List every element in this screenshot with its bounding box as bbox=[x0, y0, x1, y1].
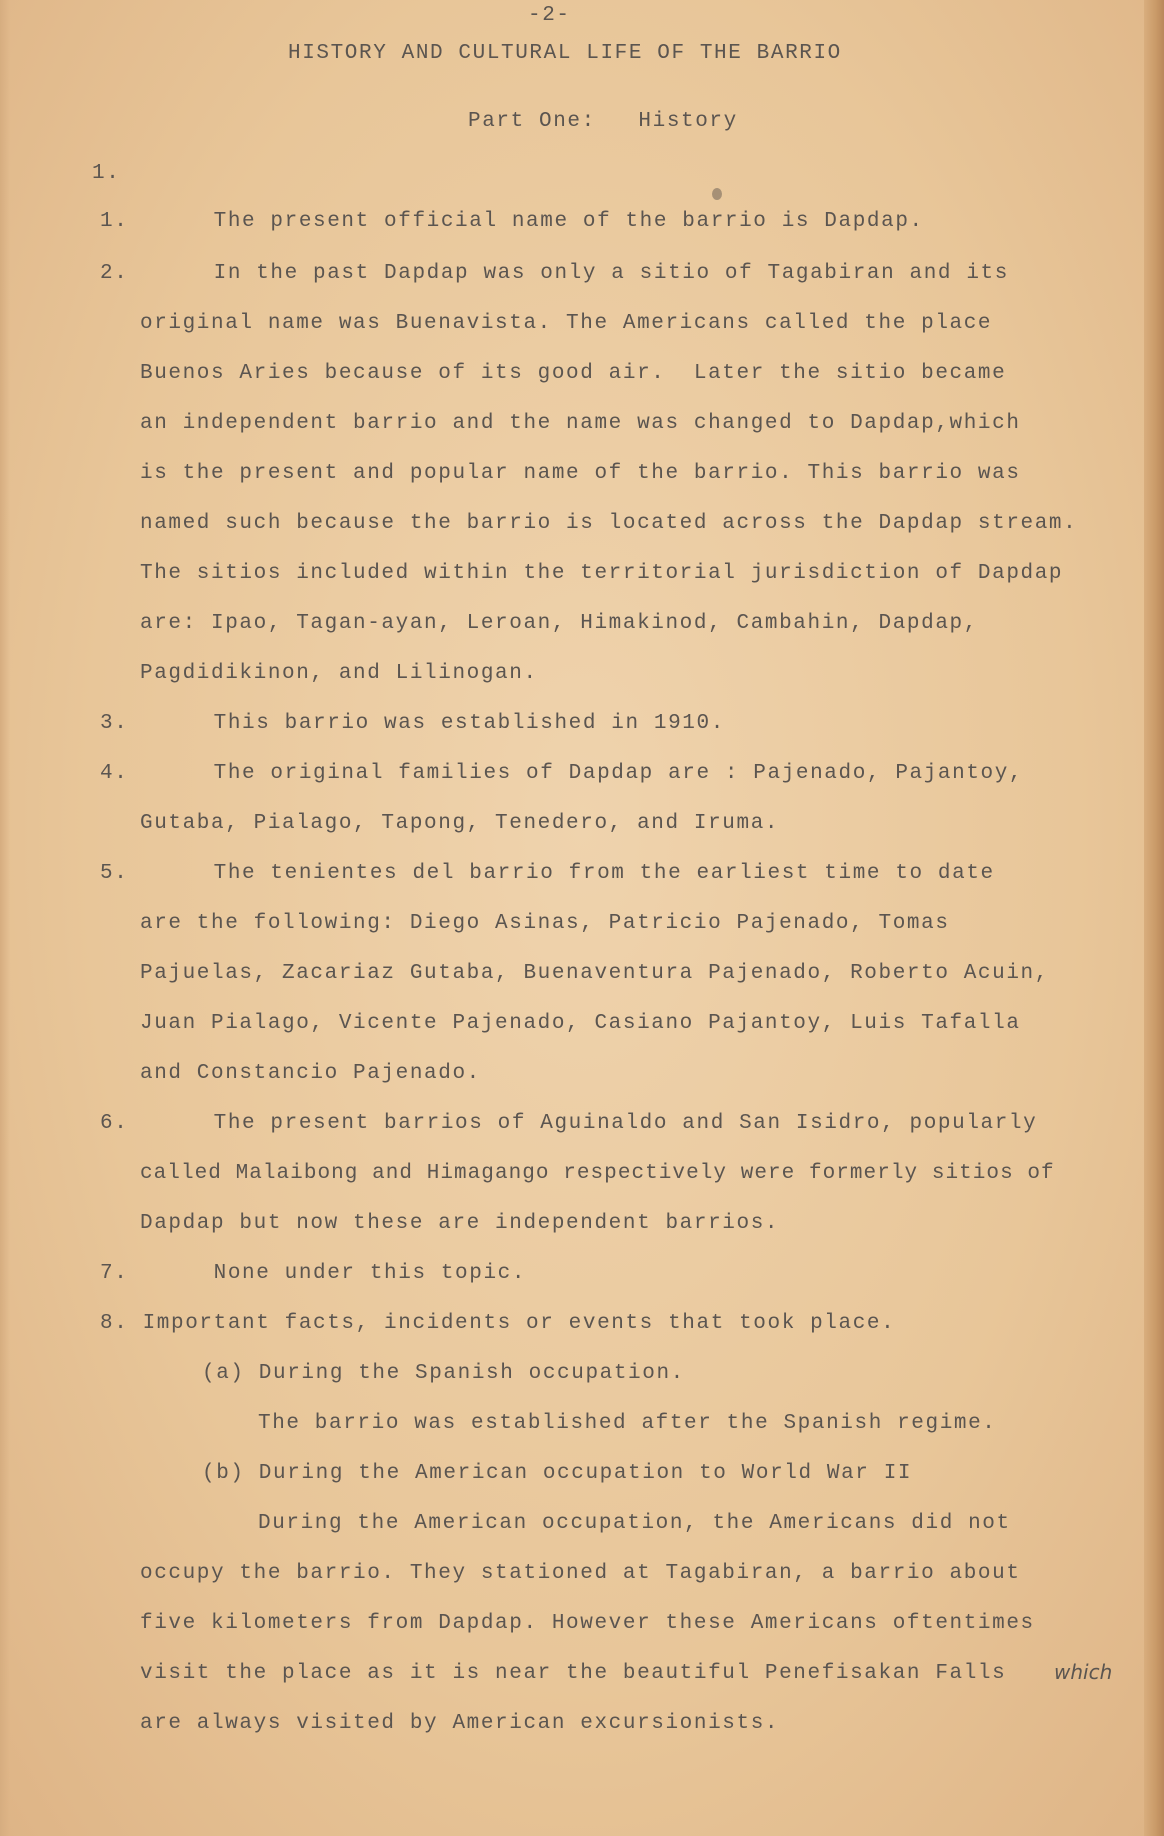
subsection-heading: (a) During the Spanish occupation. bbox=[202, 1362, 685, 1385]
text-line: 7. None under this topic. bbox=[100, 1262, 527, 1285]
text-line: Juan Pialago, Vicente Pajenado, Casiano Pajantoy, Luis Tafalla bbox=[140, 1012, 1021, 1035]
text-line: 5. The tenientes del barrio from the earliest time to date bbox=[100, 862, 995, 885]
text-line: The sitios included within the territorial jurisdiction of Dapdap bbox=[140, 562, 1064, 585]
text-line: 6. The present barrios of Aguinaldo and San Isidro, popularly bbox=[100, 1112, 1038, 1135]
handwritten-insertion: which bbox=[1054, 1660, 1113, 1684]
text-line: During the American occupation, the Americans did not bbox=[258, 1512, 1011, 1535]
item-number-line: 1. bbox=[92, 162, 121, 185]
page-right-edge bbox=[1144, 0, 1164, 1836]
document-title: HISTORY AND CULTURAL LIFE OF THE BARRIO bbox=[288, 42, 842, 65]
text-line: visit the place as it is near the beautiful Penefisakan Falls bbox=[140, 1662, 1007, 1685]
text-line: Dapdap but now these are independent barrios. bbox=[140, 1212, 780, 1235]
text-line: Buenos Aries because of its good air. Later the sitio became bbox=[140, 362, 1007, 385]
text-line: are always visited by American excursionists. bbox=[140, 1712, 780, 1735]
text-line: are: Ipao, Tagan-ayan, Leroan, Himakinod, Cambahin, Dapdap, bbox=[140, 612, 978, 635]
subsection-heading: (b) During the American occupation to World War II bbox=[202, 1462, 913, 1485]
page-number: -2- bbox=[528, 4, 571, 27]
text-line: 2. In the past Dapdap was only a sitio of Tagabiran and its bbox=[100, 262, 1009, 285]
text-line: Gutaba, Pialago, Tapong, Tenedero, and Iruma. bbox=[140, 812, 780, 835]
text-line: are the following: Diego Asinas, Patricio Pajenado, Tomas bbox=[140, 912, 950, 935]
text-line: called Malaibong and Himagango respectively were formerly sitios of bbox=[140, 1162, 1055, 1185]
text-line: Pagdidikinon, and Lilinogan. bbox=[140, 662, 538, 685]
text-line: 1. The present official name of the barrio is Dapdap. bbox=[100, 210, 924, 233]
text-line: 3. This barrio was established in 1910. bbox=[100, 712, 725, 735]
text-line: 4. The original families of Dapdap are : Pajenado, Pajantoy, bbox=[100, 762, 1024, 785]
page-left-edge bbox=[0, 0, 10, 1836]
text-line: 8. Important facts, incidents or events that took place. bbox=[100, 1312, 896, 1335]
part-heading: Part One: History bbox=[468, 110, 738, 133]
text-line: and Constancio Pajenado. bbox=[140, 1062, 481, 1085]
ink-blot bbox=[712, 188, 722, 200]
text-line: Pajuelas, Zacariaz Gutaba, Buenaventura Pajenado, Roberto Acuin, bbox=[140, 962, 1049, 985]
text-line: occupy the barrio. They stationed at Tagabiran, a barrio about bbox=[140, 1562, 1021, 1585]
text-line: The barrio was established after the Spanish regime. bbox=[258, 1412, 997, 1435]
text-line: an independent barrio and the name was changed to Dapdap,which bbox=[140, 412, 1021, 435]
text-line: named such because the barrio is located across the Dapdap stream. bbox=[140, 512, 1078, 535]
text-line: original name was Buenavista. The Americans called the place bbox=[140, 312, 993, 335]
text-line: five kilometers from Dapdap. However these Americans oftentimes bbox=[140, 1612, 1035, 1635]
text-line: is the present and popular name of the barrio. This barrio was bbox=[140, 462, 1021, 485]
